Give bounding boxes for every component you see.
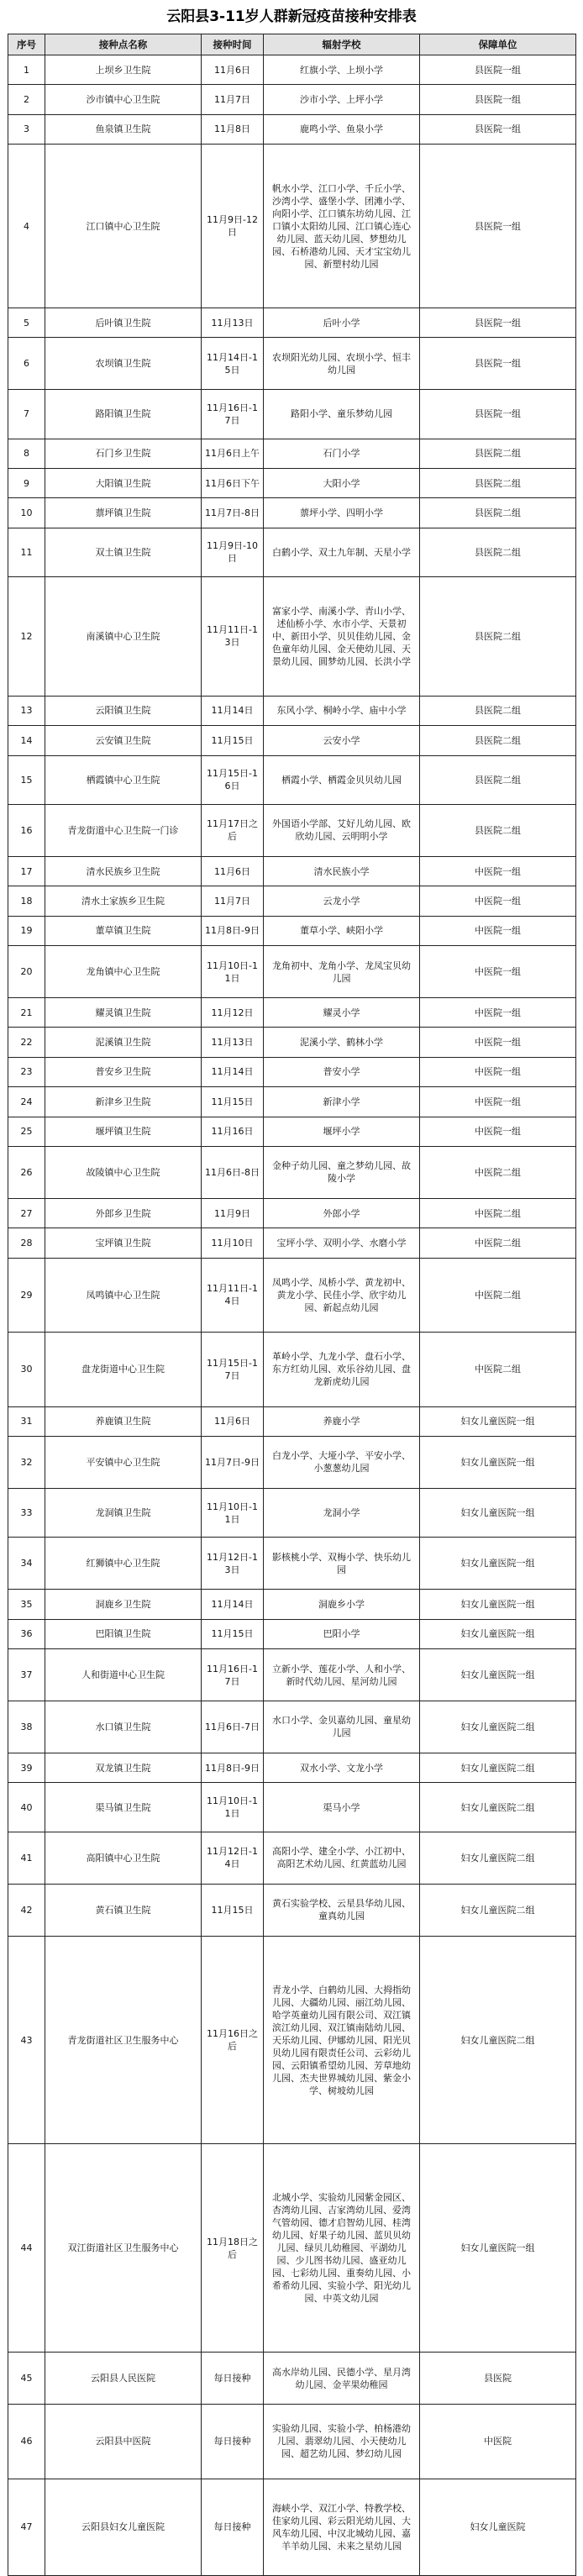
- row-number: 31: [8, 1406, 45, 1436]
- table-row: [8, 1146, 576, 1198]
- vaccination-time: 11月9日-12日: [202, 145, 264, 308]
- site-name: 沙市镇中心卫生院: [45, 85, 202, 114]
- covered-schools: 普安小学: [264, 1057, 420, 1086]
- support-unit: 中医院一组: [420, 1057, 576, 1086]
- row-number: 23: [8, 1057, 45, 1086]
- covered-schools: 渠马小学: [264, 1783, 420, 1832]
- row-number: 17: [8, 856, 45, 886]
- row-number: 5: [8, 308, 45, 337]
- covered-schools: 栖霞小学、栖霞金贝贝幼儿园: [264, 755, 420, 804]
- support-unit: 中医院二组: [420, 1228, 576, 1258]
- site-name: 外郎乡卫生院: [45, 1198, 202, 1228]
- support-unit: 县医院二组: [420, 498, 576, 528]
- table-row: [8, 1406, 576, 1436]
- site-name: 后叶镇卫生院: [45, 308, 202, 337]
- support-unit: 中医院一组: [420, 1087, 576, 1117]
- support-unit: 中医院一组: [420, 1117, 576, 1146]
- row-number: 1: [8, 55, 45, 85]
- vaccination-time: 每日接种: [202, 2353, 264, 2405]
- support-unit: 县医院二组: [420, 696, 576, 725]
- support-unit: 妇女儿童医院一组: [420, 1649, 576, 1701]
- row-number: 21: [8, 997, 45, 1027]
- vaccination-time: 11月14日: [202, 1590, 264, 1619]
- vaccination-time: 11月16日: [202, 1117, 264, 1146]
- vaccination-time: 11月17日之后: [202, 804, 264, 856]
- table-row: [8, 1753, 576, 1782]
- vaccination-time: 11月6日-7日: [202, 1701, 264, 1753]
- header-site: 接种点名称: [45, 34, 202, 55]
- support-unit: 妇女儿童医院一组: [420, 2144, 576, 2353]
- schedule-table: [8, 34, 576, 2576]
- support-unit: 妇女儿童医院: [420, 2479, 576, 2575]
- header-schools: 辐射学校: [264, 34, 420, 55]
- row-number: 2: [8, 85, 45, 114]
- site-name: 双龙镇卫生院: [45, 1753, 202, 1782]
- covered-schools: 石门小学: [264, 439, 420, 468]
- site-name: 泥溪镇卫生院: [45, 1028, 202, 1057]
- site-name: 云阳县妇女儿童医院: [45, 2479, 202, 2575]
- support-unit: 妇女儿童医院一组: [420, 1619, 576, 1648]
- covered-schools: 金种子幼儿园、童之梦幼儿园、故陵小学: [264, 1146, 420, 1198]
- row-number: 34: [8, 1538, 45, 1590]
- site-name: 人和街道中心卫生院: [45, 1649, 202, 1701]
- vaccination-time: 11月8日-9日: [202, 1753, 264, 1782]
- vaccination-time: 11月7日-9日: [202, 1437, 264, 1489]
- table-row: [8, 1437, 576, 1489]
- support-unit: 中医院二组: [420, 1333, 576, 1406]
- vaccination-time: 11月16日-17日: [202, 390, 264, 439]
- row-number: 33: [8, 1488, 45, 1537]
- covered-schools: 云龙小学: [264, 886, 420, 916]
- row-number: 25: [8, 1117, 45, 1146]
- table-row: [8, 946, 576, 998]
- covered-schools: 路阳小学、童乐梦幼儿园: [264, 390, 420, 439]
- covered-schools: 巴阳小学: [264, 1619, 420, 1648]
- site-name: 青龙街道社区卫生服务中心: [45, 1936, 202, 2144]
- site-name: 双土镇卫生院: [45, 528, 202, 576]
- row-number: 44: [8, 2144, 45, 2353]
- covered-schools: 实验幼儿园、实验小学、柏杨港幼儿园、翡翠幼儿园、小天使幼儿园、超艺幼儿园、梦幻幼儿园: [264, 2405, 420, 2479]
- row-number: 4: [8, 145, 45, 308]
- vaccination-time: 11月6日上午: [202, 439, 264, 468]
- table-row: [8, 145, 576, 308]
- site-name: 上坝乡卫生院: [45, 55, 202, 85]
- page-title: 云阳县3-11岁人群新冠疫苗接种安排表: [166, 8, 417, 25]
- header-unit: 保障单位: [420, 34, 576, 55]
- site-name: 云阳镇卫生院: [45, 696, 202, 725]
- table-row: [8, 856, 576, 886]
- support-unit: 中医院二组: [420, 1258, 576, 1332]
- covered-schools: 洞鹿乡小学: [264, 1590, 420, 1619]
- table-row: [8, 308, 576, 337]
- table-row: [8, 2353, 576, 2405]
- site-name: 清水民族乡卫生院: [45, 856, 202, 886]
- covered-schools: 水口小学、金贝嘉幼儿园、童星幼儿园: [264, 1701, 420, 1753]
- covered-schools: 大阳小学: [264, 468, 420, 497]
- table-body: [8, 55, 576, 2576]
- table-row: [8, 2479, 576, 2575]
- table-row: [8, 1884, 576, 1936]
- row-number: 28: [8, 1228, 45, 1258]
- site-name: 水口镇卫生院: [45, 1701, 202, 1753]
- support-unit: 县医院二组: [420, 468, 576, 497]
- table-row: [8, 439, 576, 468]
- covered-schools: 后叶小学: [264, 308, 420, 337]
- vaccination-time: 11月11日-14日: [202, 1258, 264, 1332]
- table-row: [8, 55, 576, 85]
- row-number: 42: [8, 1884, 45, 1936]
- site-name: 江口镇中心卫生院: [45, 145, 202, 308]
- support-unit: 县医院二组: [420, 528, 576, 576]
- support-unit: 中医院: [420, 2405, 576, 2479]
- table-row: [8, 1649, 576, 1701]
- table-row: [8, 1198, 576, 1228]
- covered-schools: 清水民族小学: [264, 856, 420, 886]
- covered-schools: 农坝阳光幼儿园、农坝小学、恒丰幼儿园: [264, 338, 420, 390]
- table-row: [8, 1258, 576, 1332]
- row-number: 46: [8, 2405, 45, 2479]
- covered-schools: 沙市小学、上坪小学: [264, 85, 420, 114]
- vaccination-time: 11月10日-11日: [202, 1783, 264, 1832]
- site-name: 平安镇中心卫生院: [45, 1437, 202, 1489]
- table-row: [8, 1087, 576, 1117]
- covered-schools: 龙洞小学: [264, 1488, 420, 1537]
- covered-schools: 宝坪小学、双明小学、水磨小学: [264, 1228, 420, 1258]
- row-number: 37: [8, 1649, 45, 1701]
- support-unit: 县医院二组: [420, 439, 576, 468]
- support-unit: 妇女儿童医院二组: [420, 1884, 576, 1936]
- covered-schools: 鹿鸣小学、鱼泉小学: [264, 114, 420, 144]
- support-unit: 妇女儿童医院二组: [420, 1783, 576, 1832]
- covered-schools: 海峡小学、双江小学、特教学校、佳家幼儿园、彩云阳光幼儿园、大风车幼儿园、中汉北城幼儿园、嘉羊羊幼儿园、未来之星幼儿园: [264, 2479, 420, 2575]
- row-number: 19: [8, 916, 45, 945]
- vaccination-time: 11月7日: [202, 85, 264, 114]
- site-name: 黄石镇卫生院: [45, 1884, 202, 1936]
- vaccination-time: 11月13日: [202, 308, 264, 337]
- table-row: [8, 1832, 576, 1884]
- row-number: 6: [8, 338, 45, 390]
- site-name: 耀灵镇卫生院: [45, 997, 202, 1027]
- table-row: [8, 1538, 576, 1590]
- table-row: [8, 1783, 576, 1832]
- row-number: 29: [8, 1258, 45, 1332]
- site-name: 云阳县中医院: [45, 2405, 202, 2479]
- vaccination-time: 11月15日: [202, 726, 264, 755]
- support-unit: 中医院一组: [420, 946, 576, 998]
- covered-schools: 外郎小学: [264, 1198, 420, 1228]
- vaccination-time: 11月6日下午: [202, 468, 264, 497]
- support-unit: 县医院一组: [420, 308, 576, 337]
- vaccination-time: 11月15日: [202, 1619, 264, 1648]
- vaccination-time: 11月12日-13日: [202, 1538, 264, 1590]
- support-unit: 县医院一组: [420, 85, 576, 114]
- support-unit: 县医院二组: [420, 804, 576, 856]
- support-unit: 中医院二组: [420, 1198, 576, 1228]
- support-unit: 妇女儿童医院二组: [420, 1832, 576, 1884]
- table-row: [8, 528, 576, 576]
- covered-schools: 革岭小学、九龙小学、盘石小学、东方红幼儿园、欢乐谷幼儿园、盘龙新虎幼儿园: [264, 1333, 420, 1406]
- support-unit: 中医院一组: [420, 1028, 576, 1057]
- row-number: 15: [8, 755, 45, 804]
- vaccination-time: 11月6日: [202, 1406, 264, 1436]
- vaccination-time: 11月6日-8日: [202, 1146, 264, 1198]
- vaccination-time: 11月6日: [202, 856, 264, 886]
- covered-schools: 董草小学、峡阳小学: [264, 916, 420, 945]
- row-number: 8: [8, 439, 45, 468]
- site-name: 路阳镇卫生院: [45, 390, 202, 439]
- site-name: 龙角镇中心卫生院: [45, 946, 202, 998]
- header-no: 序号: [8, 34, 45, 55]
- table-row: [8, 1028, 576, 1057]
- site-name: 董草镇卫生院: [45, 916, 202, 945]
- support-unit: 中医院一组: [420, 916, 576, 945]
- row-number: 18: [8, 886, 45, 916]
- table-row: [8, 997, 576, 1027]
- site-name: 南溪镇中心卫生院: [45, 577, 202, 697]
- row-number: 26: [8, 1146, 45, 1198]
- covered-schools: 云安小学: [264, 726, 420, 755]
- row-number: 12: [8, 577, 45, 697]
- table-row: [8, 338, 576, 390]
- site-name: 堰坪镇卫生院: [45, 1117, 202, 1146]
- support-unit: 妇女儿童医院一组: [420, 1406, 576, 1436]
- vaccination-time: 11月11日-13日: [202, 577, 264, 697]
- table-row: [8, 1117, 576, 1146]
- vaccination-time: 11月13日: [202, 1028, 264, 1057]
- covered-schools: 高水岸幼儿园、民德小学、星月湾幼儿园、金苹果幼稚园: [264, 2353, 420, 2405]
- covered-schools: 龙角初中、龙角小学、龙凤宝贝幼儿园: [264, 946, 420, 998]
- covered-schools: 帆水小学、江口小学、千丘小学、沙湾小学、盛堡小学、团滩小学、向阳小学、江口镇东坊幼儿园、江口镇小太阳幼儿园、江口镇心连心幼儿园、蓝天幼儿园、梦想幼儿园、石桥港幼儿园、天才宝宝幼儿园、新塑村幼儿园: [264, 145, 420, 308]
- support-unit: 县医院一组: [420, 114, 576, 144]
- vaccination-time: 11月10日-11日: [202, 946, 264, 998]
- table-row: [8, 886, 576, 916]
- table-row: [8, 755, 576, 804]
- support-unit: 县医院一组: [420, 390, 576, 439]
- site-name: 云安镇卫生院: [45, 726, 202, 755]
- covered-schools: 白龙小学、大垭小学、平安小学、小葱葱幼儿园: [264, 1437, 420, 1489]
- table-row: [8, 577, 576, 697]
- header-time: 接种时间: [202, 34, 264, 55]
- covered-schools: 高阳小学、建全小学、小江初中、高阳艺术幼儿园、红黄蓝幼儿园: [264, 1832, 420, 1884]
- table-row: [8, 1619, 576, 1648]
- vaccination-time: 11月15日-17日: [202, 1333, 264, 1406]
- table-row: [8, 1333, 576, 1406]
- vaccination-time: 11月18日之后: [202, 2144, 264, 2353]
- row-number: 40: [8, 1783, 45, 1832]
- covered-schools: 堰坪小学: [264, 1117, 420, 1146]
- row-number: 41: [8, 1832, 45, 1884]
- support-unit: 县医院一组: [420, 55, 576, 85]
- support-unit: 中医院二组: [420, 1146, 576, 1198]
- row-number: 47: [8, 2479, 45, 2575]
- site-name: 清水土家族乡卫生院: [45, 886, 202, 916]
- vaccination-time: 11月16日-17日: [202, 1649, 264, 1701]
- row-number: 30: [8, 1333, 45, 1406]
- table-row: [8, 2405, 576, 2479]
- table-row: [8, 1488, 576, 1537]
- table-row: [8, 916, 576, 945]
- vaccination-time: 11月7日: [202, 886, 264, 916]
- site-name: 新津乡卫生院: [45, 1087, 202, 1117]
- site-name: 养鹿镇卫生院: [45, 1406, 202, 1436]
- site-name: 栖霞镇中心卫生院: [45, 755, 202, 804]
- covered-schools: 富家小学、南溪小学、青山小学、述仙桥小学、水市小学、天景初中、新田小学、贝贝佳幼儿园、金色童年幼儿园、金天使幼儿园、天景幼儿园、圆梦幼儿园、长洪小学: [264, 577, 420, 697]
- vaccination-time: 11月7日-8日: [202, 498, 264, 528]
- row-number: 36: [8, 1619, 45, 1648]
- support-unit: 中医院一组: [420, 886, 576, 916]
- row-number: 24: [8, 1087, 45, 1117]
- row-number: 11: [8, 528, 45, 576]
- row-number: 7: [8, 390, 45, 439]
- site-name: 石门乡卫生院: [45, 439, 202, 468]
- support-unit: 妇女儿童医院一组: [420, 1590, 576, 1619]
- vaccination-time: 每日接种: [202, 2479, 264, 2575]
- covered-schools: 北城小学、实验幼儿园紫金园区、杏湾幼儿园、吉家湾幼儿园、爱湾气管幼园、德才启智幼儿园、桂湾幼儿园、好果子幼儿园、蓝贝贝幼儿园、绿贝儿幼稚园、平湖幼儿园、少儿图书幼儿园、盛亚幼儿园、七彩幼儿园、重奏幼儿园、小希希幼儿园、实验小学、阳光幼儿园、中英文幼儿园: [264, 2144, 420, 2353]
- table-row: [8, 726, 576, 755]
- support-unit: 妇女儿童医院一组: [420, 1538, 576, 1590]
- vaccination-time: 每日接种: [202, 2405, 264, 2479]
- row-number: 38: [8, 1701, 45, 1753]
- table-row: [8, 390, 576, 439]
- table-row: [8, 2144, 576, 2353]
- vaccination-time: 11月10日-11日: [202, 1488, 264, 1537]
- table-row: [8, 85, 576, 114]
- row-number: 9: [8, 468, 45, 497]
- support-unit: 妇女儿童医院二组: [420, 1936, 576, 2144]
- vaccination-time: 11月15日: [202, 1087, 264, 1117]
- table-row: [8, 498, 576, 528]
- support-unit: 县医院一组: [420, 145, 576, 308]
- vaccination-time: 11月14日: [202, 1057, 264, 1086]
- vaccination-time: 11月15日-16日: [202, 755, 264, 804]
- support-unit: 县医院二组: [420, 726, 576, 755]
- site-name: 农坝镇卫生院: [45, 338, 202, 390]
- table-row: [8, 468, 576, 497]
- site-name: 双江街道社区卫生服务中心: [45, 2144, 202, 2353]
- support-unit: 县医院二组: [420, 755, 576, 804]
- table-row: [8, 1936, 576, 2144]
- covered-schools: 新津小学: [264, 1087, 420, 1117]
- vaccination-time: 11月9日: [202, 1198, 264, 1228]
- support-unit: 妇女儿童医院一组: [420, 1488, 576, 1537]
- table-row: [8, 1228, 576, 1258]
- site-name: 红狮镇中心卫生院: [45, 1538, 202, 1590]
- site-name: 青龙街道中心卫生院一门诊: [45, 804, 202, 856]
- covered-schools: 泥溪小学、鹤林小学: [264, 1028, 420, 1057]
- table-row: [8, 114, 576, 144]
- support-unit: 县医院: [420, 2353, 576, 2405]
- site-name: 渠马镇卫生院: [45, 1783, 202, 1832]
- site-name: 云阳县人民医院: [45, 2353, 202, 2405]
- row-number: 22: [8, 1028, 45, 1057]
- row-number: 43: [8, 1936, 45, 2144]
- support-unit: 妇女儿童医院二组: [420, 1753, 576, 1782]
- site-name: 鱼泉镇卫生院: [45, 114, 202, 144]
- support-unit: 妇女儿童医院二组: [420, 1701, 576, 1753]
- row-number: 20: [8, 946, 45, 998]
- site-name: 巴阳镇卫生院: [45, 1619, 202, 1648]
- vaccination-time: 11月8日-9日: [202, 916, 264, 945]
- covered-schools: 白鹤小学、双土九年制、天星小学: [264, 528, 420, 576]
- support-unit: 妇女儿童医院一组: [420, 1437, 576, 1489]
- covered-schools: 双水小学、文龙小学: [264, 1753, 420, 1782]
- vaccination-time: 11月14日: [202, 696, 264, 725]
- covered-schools: 红旗小学、上坝小学: [264, 55, 420, 85]
- site-name: 故陵镇中心卫生院: [45, 1146, 202, 1198]
- vaccination-time: 11月9日-10日: [202, 528, 264, 576]
- row-number: 27: [8, 1198, 45, 1228]
- support-unit: 县医院二组: [420, 577, 576, 697]
- vaccination-time: 11月12日-14日: [202, 1832, 264, 1884]
- table-row: [8, 696, 576, 725]
- site-name: 高阳镇中心卫生院: [45, 1832, 202, 1884]
- covered-schools: 蔈坪小学、四明小学: [264, 498, 420, 528]
- site-name: 龙洞镇卫生院: [45, 1488, 202, 1537]
- support-unit: 中医院一组: [420, 856, 576, 886]
- site-name: 大阳镇卫生院: [45, 468, 202, 497]
- site-name: 凤鸣镇中心卫生院: [45, 1258, 202, 1332]
- covered-schools: 立新小学、莲花小学、人和小学、新时代幼儿园、星河幼儿园: [264, 1649, 420, 1701]
- row-number: 13: [8, 696, 45, 725]
- table-row: [8, 1701, 576, 1753]
- covered-schools: 耀灵小学: [264, 997, 420, 1027]
- vaccination-time: 11月14日-15日: [202, 338, 264, 390]
- row-number: 35: [8, 1590, 45, 1619]
- vaccination-time: 11月16日之后: [202, 1936, 264, 2144]
- vaccination-time: 11月10日: [202, 1228, 264, 1258]
- site-name: 盘龙街道中心卫生院: [45, 1333, 202, 1406]
- covered-schools: 影核桃小学、双梅小学、快乐幼儿园: [264, 1538, 420, 1590]
- row-number: 10: [8, 498, 45, 528]
- site-name: 普安乡卫生院: [45, 1057, 202, 1086]
- table-row: [8, 1057, 576, 1086]
- vaccination-time: 11月8日: [202, 114, 264, 144]
- vaccination-time: 11月15日: [202, 1884, 264, 1936]
- site-name: 宝坪镇卫生院: [45, 1228, 202, 1258]
- table-row: [8, 804, 576, 856]
- row-number: 32: [8, 1437, 45, 1489]
- covered-schools: 外国语小学部、艾好儿幼儿园、欧欣幼儿园、云明明小学: [264, 804, 420, 856]
- covered-schools: 养鹿小学: [264, 1406, 420, 1436]
- row-number: 16: [8, 804, 45, 856]
- site-name: 蔈坪镇卫生院: [45, 498, 202, 528]
- row-number: 39: [8, 1753, 45, 1782]
- table-header-row: [8, 34, 576, 55]
- covered-schools: 东风小学、桐岭小学、庙中小学: [264, 696, 420, 725]
- vaccination-time: 11月6日: [202, 55, 264, 85]
- support-unit: 中医院一组: [420, 997, 576, 1027]
- row-number: 3: [8, 114, 45, 144]
- table-row: [8, 1590, 576, 1619]
- covered-schools: 青龙小学、白鹤幼儿园、大拇指幼儿园、大疆幼儿园、丽江幼儿园、哈学英童幼儿园有限公司、双江镇滨江幼儿园、双江镇南陆幼儿园、天乐幼儿园、伊娜幼儿园、阳光贝贝幼儿园有限责任公司、云彩幼儿园、云阳镇希望幼儿园、芳草地幼儿园、杰夫世界城幼儿园、紫金小学、树坡幼儿园: [264, 1936, 420, 2144]
- vaccination-time: 11月12日: [202, 997, 264, 1027]
- site-name: 洞鹿乡卫生院: [45, 1590, 202, 1619]
- row-number: 45: [8, 2353, 45, 2405]
- row-number: 14: [8, 726, 45, 755]
- support-unit: 县医院一组: [420, 338, 576, 390]
- covered-schools: 黄石实验学校、云星县华幼儿园、童真幼儿园: [264, 1884, 420, 1936]
- covered-schools: 凤鸣小学、凤桥小学、黄龙初中、黄龙小学、民佳小学、欣宇幼儿园、新起点幼儿园: [264, 1258, 420, 1332]
